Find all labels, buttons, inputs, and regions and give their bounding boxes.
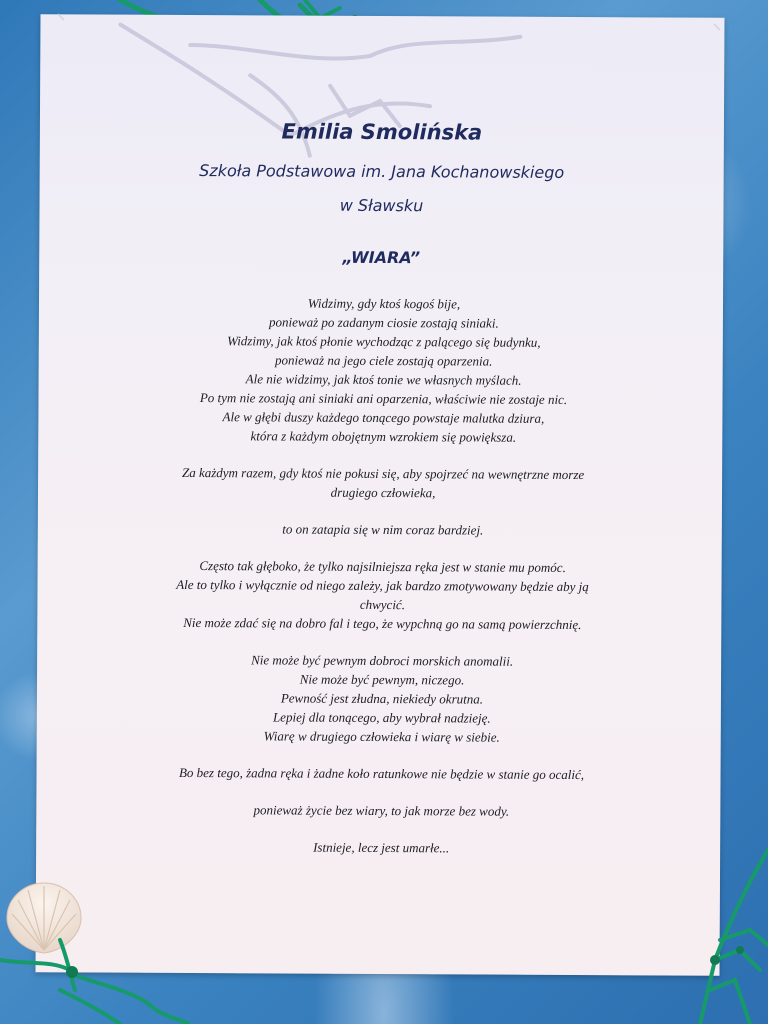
poem-line: Ale nie widzimy, jak ktoś tonie we własnych myślach. — [245, 371, 522, 388]
school-name: Szkoła Podstawowa im. Jana Kochanowskiego — [199, 161, 565, 182]
poem-line: Nie może być pewnym, niczego. — [299, 671, 465, 688]
poem-line: Nie może być pewnym dobroci morskich anomalii. — [251, 652, 514, 669]
author-name: Emilia Smolińska — [281, 119, 483, 145]
poem-line: Widzimy, gdy ktoś kogoś bije, — [307, 295, 461, 312]
poem-title: „WIARA” — [342, 247, 421, 268]
poem-line: Nie może zdać się na dobro fal i tego, że wypchną go na samą powierzchnię. — [183, 614, 582, 633]
poem-line: ponieważ po zadanym ciosie zostają siniaki. — [269, 314, 499, 331]
poem-line: Wiarę w drugiego człowieka i wiarę w siebie. — [263, 728, 500, 745]
pin-icon — [712, 22, 722, 32]
school-town: w Sławsku — [339, 195, 424, 216]
poem-line: Istnieje, lecz jest umarłe... — [313, 839, 450, 856]
poem-line: drugiego człowieka, — [330, 484, 436, 501]
poem-sheet — [35, 14, 724, 976]
poem-line: ponieważ życie bez wiary, to jak morze bez wody. — [253, 802, 510, 819]
poem-line: Lepiej dla tonącego, aby wybrał nadzieję. — [272, 709, 491, 726]
poem-body — [146, 293, 619, 858]
poem-line: ponieważ na jego ciele zostają oparzenia. — [274, 352, 493, 369]
fishing-net-bottom-left — [0, 930, 190, 1024]
poem-line: Często tak głęboko, że tylko najsilniejsza ręka jest w stanie mu pomóc. — [199, 558, 566, 575]
poem-line: Widzimy, jak ktoś płonie wychodząc z palącego się budynku, — [227, 333, 541, 350]
poem-line: Ale to tylko i wyłącznie od niego zależy, jak bardzo zmotywowany będzie aby ją — [176, 576, 589, 595]
poem-line: Bo bez tego, żadna ręka i żadne koło ratunkowe nie będzie w stanie go ocalić, — [178, 764, 585, 783]
poem-line: Za każdym razem, gdy ktoś nie pokusi się, aby spojrzeć na wewnętrzne morze — [181, 464, 585, 483]
poem-line: która z każdym obojętnym wzrokiem się powiększa. — [250, 428, 517, 445]
poem-line: Ale w głębi duszy każdego tonącego powstaje malutka dziura, — [222, 409, 545, 426]
fishing-net-bottom-right — [690, 840, 768, 1024]
poem-line: Po tym nie zostają ani siniaki ani oparzenia, właściwie nie zostaje nic. — [199, 390, 568, 407]
poem-line: Pewność jest złudna, niekiedy okrutna. — [280, 690, 484, 707]
poem-line: to on zatapia się w nim coraz bardziej. — [282, 521, 484, 538]
pin-icon — [56, 12, 66, 22]
poem-line: chwycić. — [359, 596, 406, 613]
